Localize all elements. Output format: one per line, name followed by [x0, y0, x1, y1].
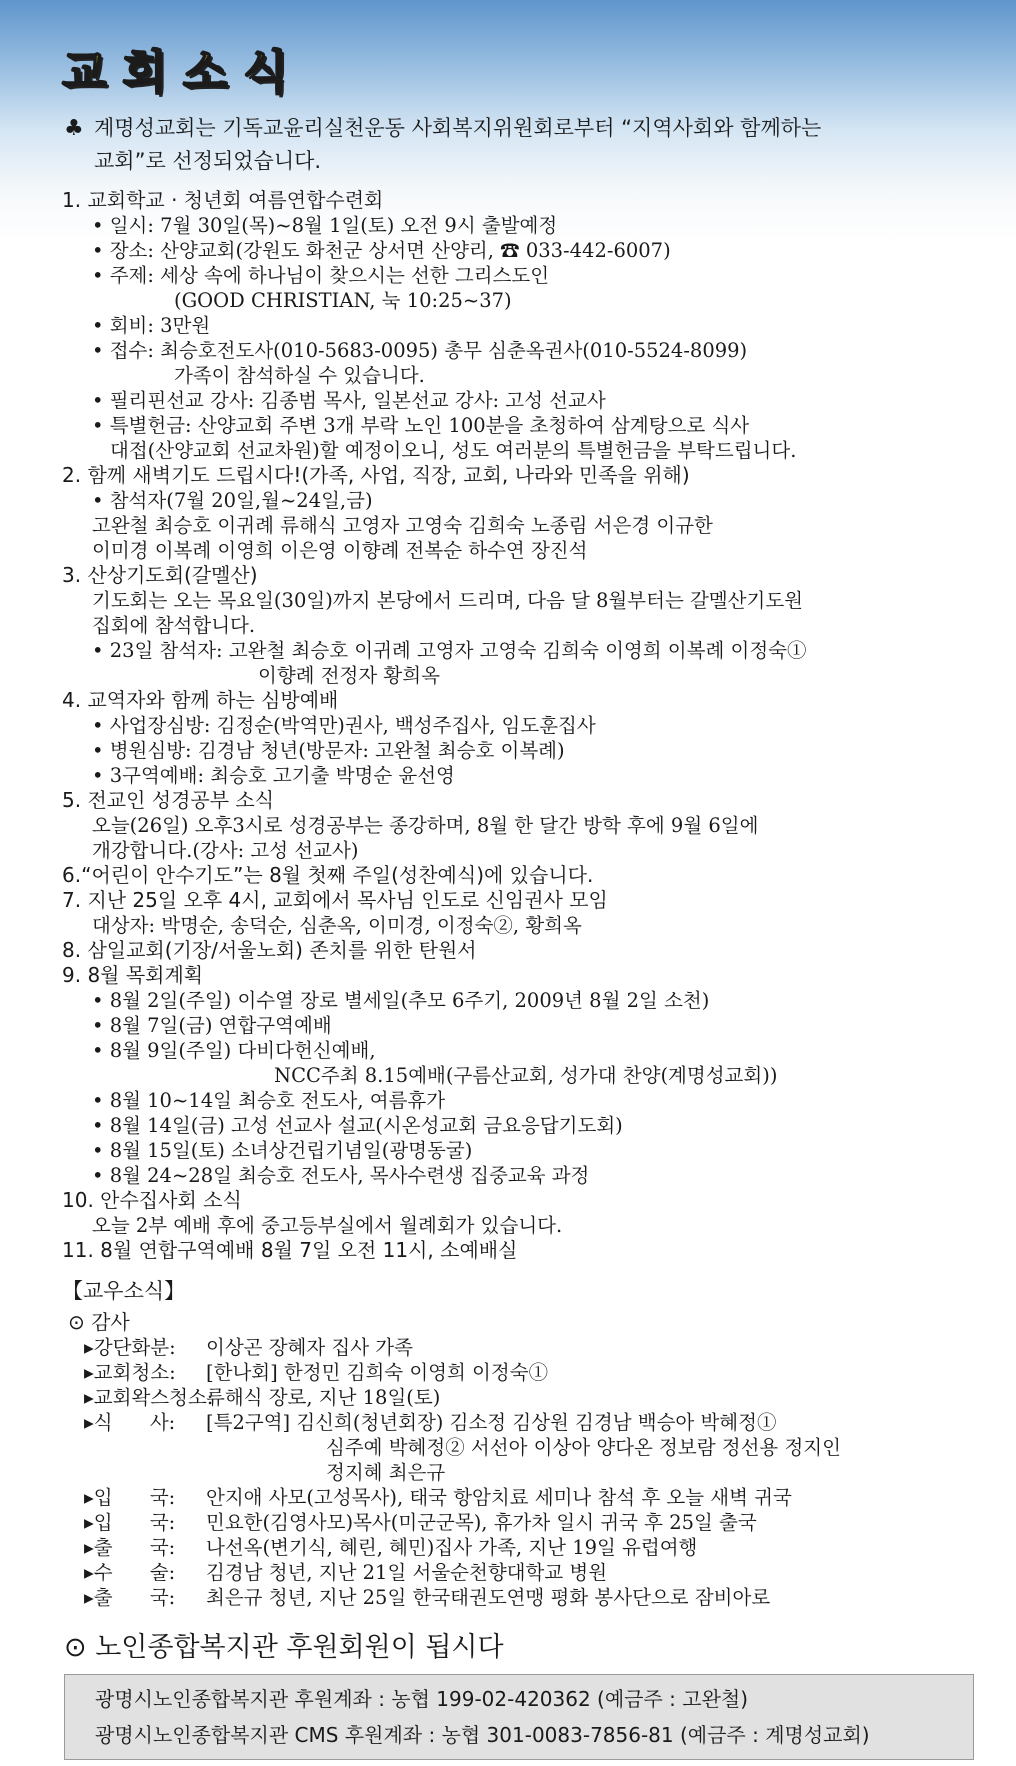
row-label: ▸강단화분: — [84, 1336, 176, 1359]
row-value: 김경남 청년, 지난 21일 서울순천향대학교 병원 — [206, 1561, 608, 1584]
row-value: 류해식 장로, 지난 18일(토) — [206, 1386, 441, 1409]
sponsor-account-box — [64, 1674, 974, 1760]
news-item-line: 집회에 참석합니다. — [92, 614, 256, 637]
welfare-sponsor-heading: ⊙ 노인종합복지관 후원회원이 됩시다 — [64, 1632, 504, 1663]
news-item-line: NCC주최 8.15예배(구름산교회, 성가대 찬양(계명성교회)) — [274, 1064, 778, 1087]
news-item-heading: 3. 산상기도회(갈멜산) — [62, 563, 258, 587]
meal-names-continued: 정지혜 최은규 — [326, 1461, 446, 1484]
row-label: ▸수 술: — [84, 1561, 176, 1584]
row-label: ▸입 국: — [84, 1486, 176, 1509]
news-item-heading: 10. 안수집사회 소식 — [62, 1188, 242, 1212]
travel-list — [62, 1485, 992, 1610]
intro-line: 계명성교회는 기독교윤리실천운동 사회복지위원회로부터 “지역사회와 함께하는 — [94, 116, 822, 140]
row-label: ▸교회왁스청소: — [84, 1386, 214, 1409]
thanks-subheading: ⊙ 감사 — [68, 1310, 130, 1334]
news-item-heading: 11. 8월 연합구역예배 8월 7일 오전 11시, 소예배실 — [62, 1238, 518, 1262]
news-item-line: • 필리핀선교 강사: 김종범 목사, 일본선교 강사: 고성 선교사 — [92, 389, 606, 412]
news-item-line: • 8월 14일(금) 고성 선교사 설교(시온성교회 금요응답기도회) — [92, 1114, 623, 1137]
row-label: ▸출 국: — [84, 1586, 176, 1609]
member-news-heading: 【교우소식】 — [62, 1279, 186, 1303]
member-news-row — [62, 1485, 992, 1510]
meal-names-continued: 심주예 박혜정② 서선아 이상아 양다온 정보람 정선용 정지인 — [326, 1436, 841, 1459]
member-news-row — [62, 1510, 992, 1535]
news-item-line: • 병원심방: 김경남 청년(방문자: 고완철 최승호 이복례) — [92, 739, 565, 762]
news-item-heading: 2. 함께 새벽기도 드립시다!(가족, 사업, 직장, 교회, 나라와 민족을 위해) — [62, 463, 690, 487]
member-news-row — [62, 1585, 992, 1610]
news-item-line: • 8월 9일(주일) 다비다헌신예배, — [92, 1039, 376, 1062]
member-news-row — [62, 1385, 992, 1410]
news-item-line: (GOOD CHRISTIAN, 눅 10:25~37) — [174, 289, 512, 312]
row-value: 최은규 청년, 지난 25일 한국태권도연맹 평화 봉사단으로 잠비아로 — [206, 1586, 771, 1609]
page-title: 교회소식 — [62, 45, 304, 99]
news-item-line: • 23일 참석자: 고완철 최승호 이귀례 고영자 고영숙 김희숙 이영희 이복례 이정숙① — [92, 639, 807, 662]
news-item-heading: 1. 교회학교 · 청년회 여름연합수련회 — [62, 188, 384, 212]
intro-line: 교회”로 선정되었습니다. — [94, 149, 322, 173]
row-value: 안지애 사모(고성목사), 태국 항암치료 세미나 참석 후 오늘 새벽 귀국 — [206, 1486, 792, 1509]
news-item-line: • 회비: 3만원 — [92, 314, 211, 337]
row-value: 나선옥(변기식, 혜린, 혜민)집사 가족, 지난 19일 유럽여행 — [206, 1536, 698, 1559]
row-label: ▸출 국: — [84, 1536, 176, 1559]
news-item-line: • 8월 15일(토) 소녀상건립기념일(광명동굴) — [92, 1139, 473, 1162]
news-item-heading: 4. 교역자와 함께 하는 심방예배 — [62, 688, 339, 712]
news-item-line: 가족이 참석하실 수 있습니다. — [174, 364, 425, 387]
news-item-line: 고완철 최승호 이귀례 류해식 고영자 고영숙 김희숙 노종림 서은경 이규한 — [92, 514, 713, 537]
sponsor-cms-account-line: 광명시노인종합복지관 CMS 후원계좌 : 농협 301-0083-7856-81 (예금주 : 계명성교회) — [95, 1723, 870, 1747]
church-news-list — [62, 188, 992, 1263]
news-item-line: 오늘 2부 예배 후에 중고등부실에서 월례회가 있습니다. — [92, 1214, 563, 1237]
news-item-line: • 3구역예배: 최승호 고기출 박명순 윤선영 — [92, 764, 455, 787]
intro-notice — [64, 112, 984, 178]
news-item-line: 대접(산양교회 선교차원)할 예정이오니, 성도 여러분의 특별헌금을 부탁드립니다. — [110, 439, 797, 462]
row-label: ▸식 사: — [84, 1411, 176, 1434]
row-value: 민요한(김영사모)목사(미군군목), 휴가차 일시 귀국 후 25일 출국 — [206, 1511, 757, 1534]
member-news-row — [62, 1560, 992, 1585]
row-label: ▸입 국: — [84, 1511, 176, 1534]
member-news-row — [62, 1410, 992, 1435]
member-news-row — [62, 1360, 992, 1385]
news-item-line: • 장소: 산양교회(강원도 화천군 상서면 산양리, ☎ 033-442-6007) — [92, 239, 671, 262]
news-item-line: • 8월 24~28일 최승호 전도사, 목사수련생 집중교육 과정 — [92, 1164, 590, 1187]
club-suit-icon: ♣ — [64, 116, 84, 141]
news-item-line: 이향례 전정자 황희옥 — [258, 664, 440, 687]
news-item-line: • 8월 10~14일 최승호 전도사, 여름휴가 — [92, 1089, 446, 1112]
news-item-line: 개강합니다.(강사: 고성 선교사) — [92, 839, 359, 862]
thanks-list — [62, 1335, 992, 1435]
news-item-line: • 주제: 세상 속에 하나님이 찾으시는 선한 그리스도인 — [92, 264, 550, 287]
news-item-heading: 6.“어린이 안수기도”는 8월 첫째 주일(성찬예식)에 있습니다. — [62, 863, 594, 887]
news-item-line: • 참석자(7월 20일,월~24일,금) — [92, 489, 373, 512]
row-value: [특2구역] 김신희(청년회장) 김소정 김상원 김경남 백승아 박혜정① — [206, 1411, 777, 1434]
news-item-heading: 8. 삼일교회(기장/서울노회) 존치를 위한 탄원서 — [62, 938, 477, 962]
news-item-line: 이미경 이복례 이영희 이은영 이향례 전복순 하수연 장진석 — [92, 539, 588, 562]
row-label: ▸교회청소: — [84, 1361, 176, 1384]
member-news-row — [62, 1335, 992, 1360]
news-item-line: • 8월 7일(금) 연합구역예배 — [92, 1014, 332, 1037]
sponsor-account-line: 광명시노인종합복지관 후원계좌 : 농협 199-02-420362 (예금주 : 고완철) — [95, 1687, 749, 1711]
member-news-row — [62, 1535, 992, 1560]
news-item-heading: 7. 지난 25일 오후 4시, 교회에서 목사님 인도로 신임권사 모임 — [62, 888, 608, 912]
news-item-line: • 일시: 7월 30일(목)~8월 1일(토) 오전 9시 출발예정 — [92, 214, 558, 237]
row-value: [한나회] 한정민 김희숙 이영희 이정숙① — [206, 1361, 549, 1384]
row-value: 이상곤 장혜자 집사 가족 — [206, 1336, 413, 1359]
news-item-line: • 8월 2일(주일) 이수열 장로 별세일(추모 6주기, 2009년 8월 2일 소천) — [92, 989, 710, 1012]
member-news-section — [62, 1276, 992, 1610]
news-item-line: 오늘(26일) 오후3시로 성경공부는 종강하며, 8월 한 달간 방학 후에 9월 6일에 — [92, 814, 759, 837]
news-item-heading: 9. 8월 목회계획 — [62, 963, 204, 987]
news-item-line: 기도회는 오는 목요일(30일)까지 본당에서 드리며, 다음 달 8월부터는 갈멜산기도원 — [92, 589, 804, 612]
news-item-heading: 5. 전교인 성경공부 소식 — [62, 788, 275, 812]
news-item-line: • 접수: 최승호전도사(010-5683-0095) 총무 심춘옥권사(010-5524-8099) — [92, 339, 748, 362]
news-item-line: 대상자: 박명순, 송덕순, 심춘옥, 이미경, 이정숙②, 황희옥 — [92, 914, 582, 937]
news-item-line: • 특별헌금: 산양교회 주변 3개 부락 노인 100분을 초청하여 삼계탕으로 식사 — [92, 414, 750, 437]
news-item-line: • 사업장심방: 김정순(박역만)권사, 백성주집사, 임도훈집사 — [92, 714, 596, 737]
